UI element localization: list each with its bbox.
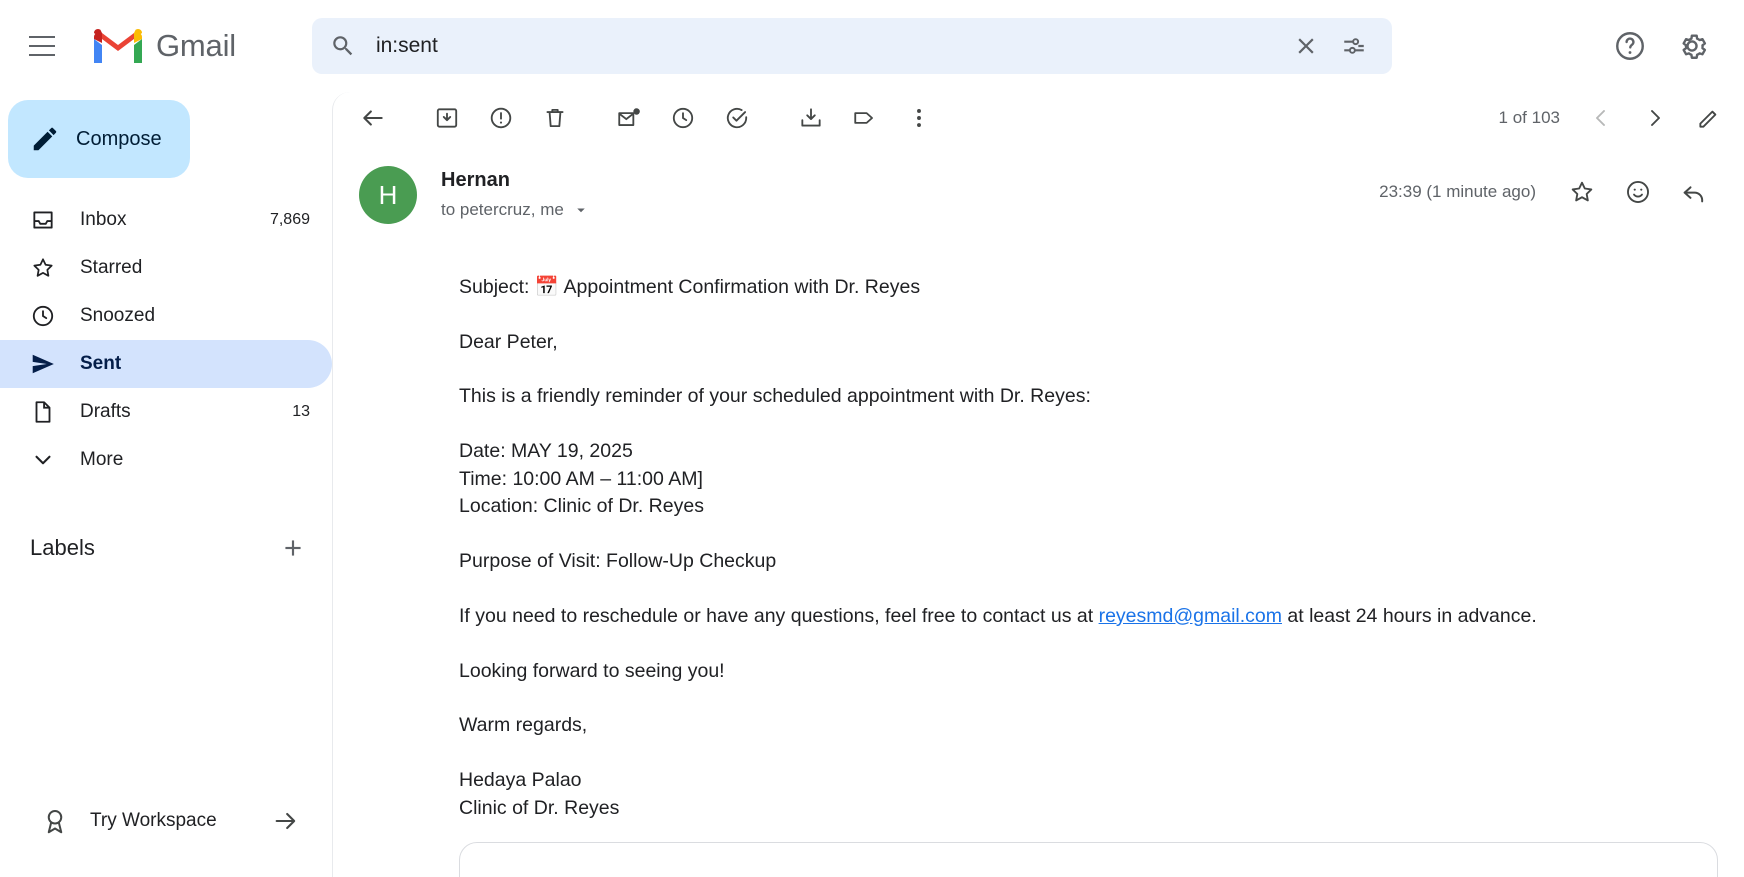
archive-icon (434, 105, 460, 131)
clear-search-button[interactable] (1282, 22, 1330, 70)
search-icon (330, 33, 356, 59)
sidebar-item-snoozed[interactable] (0, 292, 332, 340)
app-body (0, 92, 1744, 877)
message-regards: Warm regards, (459, 714, 588, 737)
add-label-button[interactable] (276, 531, 310, 565)
sidebar-item-label: Drafts (80, 401, 131, 422)
draft-icon (30, 399, 56, 425)
message-signature-org: Clinic of Dr. Reyes (459, 796, 620, 819)
archive-button[interactable] (421, 92, 473, 144)
more-vertical-icon (906, 105, 932, 131)
back-arrow-icon (360, 105, 386, 131)
report-spam-button[interactable] (475, 92, 527, 144)
sidebar-item-label: Snoozed (80, 305, 156, 326)
help-icon (1613, 29, 1647, 63)
message-pane (332, 92, 1744, 877)
sidebar-item-count: 13 (292, 403, 310, 420)
message-timestamp: 23:39 (1 minute ago) (1379, 182, 1536, 201)
labels-header (0, 526, 332, 570)
chevron-down-icon (572, 201, 590, 219)
chevron-left-icon (1589, 106, 1613, 130)
search-bar[interactable] (312, 18, 1392, 74)
message-subject-line: Subject: 📅 Appointment Confirmation with Dr. Reyes (459, 276, 921, 298)
avatar: H (359, 166, 417, 224)
message-toolbar (333, 92, 1744, 144)
reply-input-box[interactable] (459, 842, 1718, 877)
trash-icon (542, 105, 568, 131)
sender-block (441, 166, 1379, 220)
reply-button[interactable] (1670, 168, 1718, 216)
add-to-tasks-icon (724, 105, 750, 131)
contact-email-link[interactable]: reyesmd@gmail.com (1098, 604, 1282, 627)
mark-unread-button[interactable] (603, 92, 655, 144)
gear-icon (1675, 29, 1709, 63)
pencil-edit-icon (1696, 105, 1722, 131)
recipient-label: to petercruz, me (441, 200, 564, 219)
compose-label: Compose (76, 127, 162, 150)
message-location-line: Location: Clinic of Dr. Reyes (459, 495, 704, 518)
message-signature-name: Hedaya Palao (459, 768, 582, 791)
move-to-inbox-icon (798, 105, 824, 131)
message-header (359, 144, 1718, 224)
back-button[interactable] (347, 92, 399, 144)
previous-message-button[interactable] (1576, 93, 1626, 143)
message-greeting: Dear Peter, (459, 330, 558, 353)
try-workspace-button[interactable] (22, 795, 318, 847)
send-icon (30, 351, 56, 377)
move-to-inbox-button[interactable] (785, 92, 837, 144)
emoji-smile-icon (1624, 178, 1652, 206)
mark-unread-icon (616, 105, 642, 131)
snooze-clock-icon (670, 105, 696, 131)
pager (1499, 93, 1734, 143)
star-message-button[interactable] (1558, 168, 1606, 216)
chevron-down-icon (30, 447, 56, 473)
try-workspace-label: Try Workspace (90, 810, 217, 831)
pencil-icon (30, 124, 60, 154)
help-button[interactable] (1602, 18, 1658, 74)
compose-button[interactable] (8, 100, 190, 178)
sidebar-nav (0, 196, 332, 484)
search-options-icon (1341, 33, 1367, 59)
arrow-right-icon (272, 807, 300, 835)
labels-title: Labels (30, 535, 95, 560)
message-actions (1379, 166, 1718, 216)
message-time-line: Time: 10:00 AM – 11:00 AM] (459, 467, 703, 490)
sidebar-item-sent[interactable] (0, 340, 332, 388)
pager-count: 1 of 103 (1498, 108, 1560, 127)
next-message-button[interactable] (1630, 93, 1680, 143)
message-date-line: Date: MAY 19, 2025 (459, 440, 633, 463)
sender-name: Hernan (441, 169, 510, 191)
labels-button[interactable] (839, 92, 891, 144)
message-closing: Looking forward to seeing you! (459, 659, 725, 682)
plus-icon (280, 535, 306, 561)
sidebar-item-label: Inbox (80, 209, 127, 230)
star-icon (30, 255, 56, 281)
more-options-button[interactable] (893, 92, 945, 144)
settings-button[interactable] (1664, 18, 1720, 74)
add-reaction-button[interactable] (1614, 168, 1662, 216)
sidebar-item-inbox[interactable] (0, 196, 332, 244)
sidebar-item-starred[interactable] (0, 244, 332, 292)
message-contact-line (459, 603, 1718, 631)
sidebar-item-count: 7,869 (269, 211, 310, 228)
search-options-button[interactable] (1330, 22, 1378, 70)
top-right-actions (1602, 18, 1726, 74)
inbox-icon (30, 207, 56, 233)
workspace-badge-icon (40, 806, 70, 836)
brand-name: Gmail (156, 28, 236, 63)
gmail-brand[interactable] (90, 25, 236, 67)
search-input[interactable] (374, 33, 1282, 59)
contact-suffix: at least 24 hours in advance. (1282, 604, 1537, 627)
message-body (359, 224, 1718, 822)
star-outline-icon (1568, 178, 1596, 206)
message-purpose-line: Purpose of Visit: Follow-Up Checkup (459, 550, 777, 573)
sidebar-item-label: Starred (80, 257, 143, 278)
sidebar-item-label: More (80, 449, 124, 470)
sidebar-item-drafts[interactable] (0, 388, 332, 436)
message-intro: This is a friendly reminder of your scheduled appointment with Dr. Reyes: (459, 385, 1091, 408)
recipient-row[interactable] (441, 200, 590, 220)
delete-button[interactable] (529, 92, 581, 144)
hamburger-menu-icon[interactable] (14, 18, 70, 74)
reply-arrow-icon (1680, 178, 1708, 206)
sidebar (0, 92, 332, 877)
snooze-button[interactable] (657, 92, 709, 144)
email-message (333, 144, 1744, 877)
close-icon (1293, 33, 1319, 59)
sidebar-item-more[interactable] (0, 436, 332, 484)
clock-icon (30, 303, 56, 329)
contact-prefix: If you need to reschedule or have any questions, feel free to contact us at (459, 604, 1099, 627)
compose-edit-button[interactable] (1684, 93, 1734, 143)
sidebar-item-label: Sent (80, 353, 122, 374)
gmail-logo-icon (90, 25, 146, 67)
top-bar (0, 0, 1744, 92)
label-tag-icon (852, 105, 878, 131)
chevron-right-icon (1643, 106, 1667, 130)
report-spam-icon (488, 105, 514, 131)
add-to-tasks-button[interactable] (711, 92, 763, 144)
